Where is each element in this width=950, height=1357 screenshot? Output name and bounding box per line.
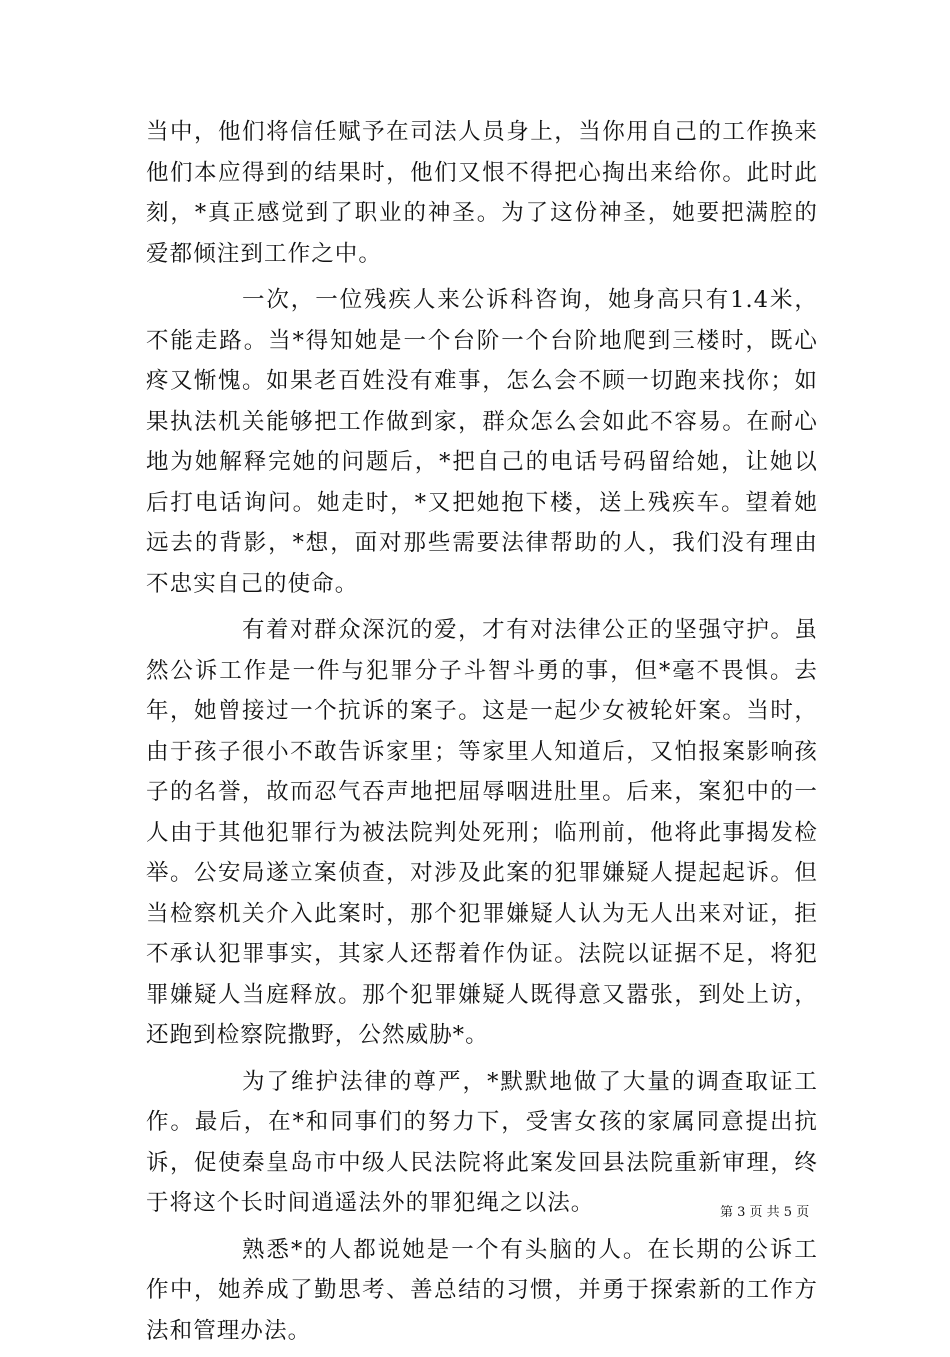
page-number-footer: 第 3 页 共 5 页 xyxy=(720,1205,810,1220)
paragraph-5: 熟悉*的人都说她是一个有头脑的人。在长期的公诉工作中，她养成了勤思考、善总结的习惯，并勇于探索新的工作方法和管理办法。 xyxy=(146,1236,818,1344)
paragraph-1: 当中，他们将信任赋予在司法人员身上，当你用自己的工作换来他们本应得到的结果时，他们又恨不得把心掏出来给你。此时此刻，*真正感觉到了职业的神圣。为了这份神圣，她要把满腔的爱都倾注到工作之中。 xyxy=(146,119,818,267)
page-body xyxy=(146,112,818,1357)
paragraph-4: 为了维护法律的尊严，*默默地做了大量的调查取证工作。最后，在*和同事们的努力下，受害女孩的家属同意提出抗诉，促使秦皇岛市中级人民法院将此案发回县法院重新审理，终于将这个长时间逍遥法外的罪犯绳之以法。 xyxy=(146,1068,818,1216)
paragraph-3: 有着对群众深沉的爱，才有对法律公正的坚强守护。虽然公诉工作是一件与犯罪分子斗智斗勇的事，但*毫不畏惧。去年，她曾接过一个抗诉的案子。这是一起少女被轮奸案。当时，由于孩子很小不敢告诉家里；等家里人知道后，又怕报案影响孩子的名誉，故而忍气吞声地把屈辱咽进肚里。后来，案犯中的一人由于其他犯罪行为被法院判处死刑；临刑前，他将此事揭发检举。公安局遂立案侦查，对涉及此案的犯罪嫌疑人提起起诉。但当检察机关介入此案时，那个犯罪嫌疑人认为无人出来对证，拒不承认犯罪事实，其家人还帮着作伪证。法院以证据不足，将犯罪嫌疑人当庭释放。那个犯罪嫌疑人既得意又嚣张，到处上访，还跑到检察院撒野，公然威胁*。 xyxy=(146,617,818,1048)
paragraph-2: 一次，一位残疾人来公诉科咨询，她身高只有1.4米，不能走路。当*得知她是一个台阶一个台阶地爬到三楼时，既心疼又惭愧。如果老百姓没有难事，怎么会不顾一切跑来找你；如果执法机关能够把工作做到家，群众怎么会如此不容易。在耐心地为她解释完她的问题后，*把自己的电话号码留给她，让她以后打电话询问。她走时，*又把她抱下楼，送上残疾车。望着她远去的背影，*想，面对那些需要法律帮助的人，我们没有理由不忠实自己的使命。 xyxy=(146,287,818,597)
